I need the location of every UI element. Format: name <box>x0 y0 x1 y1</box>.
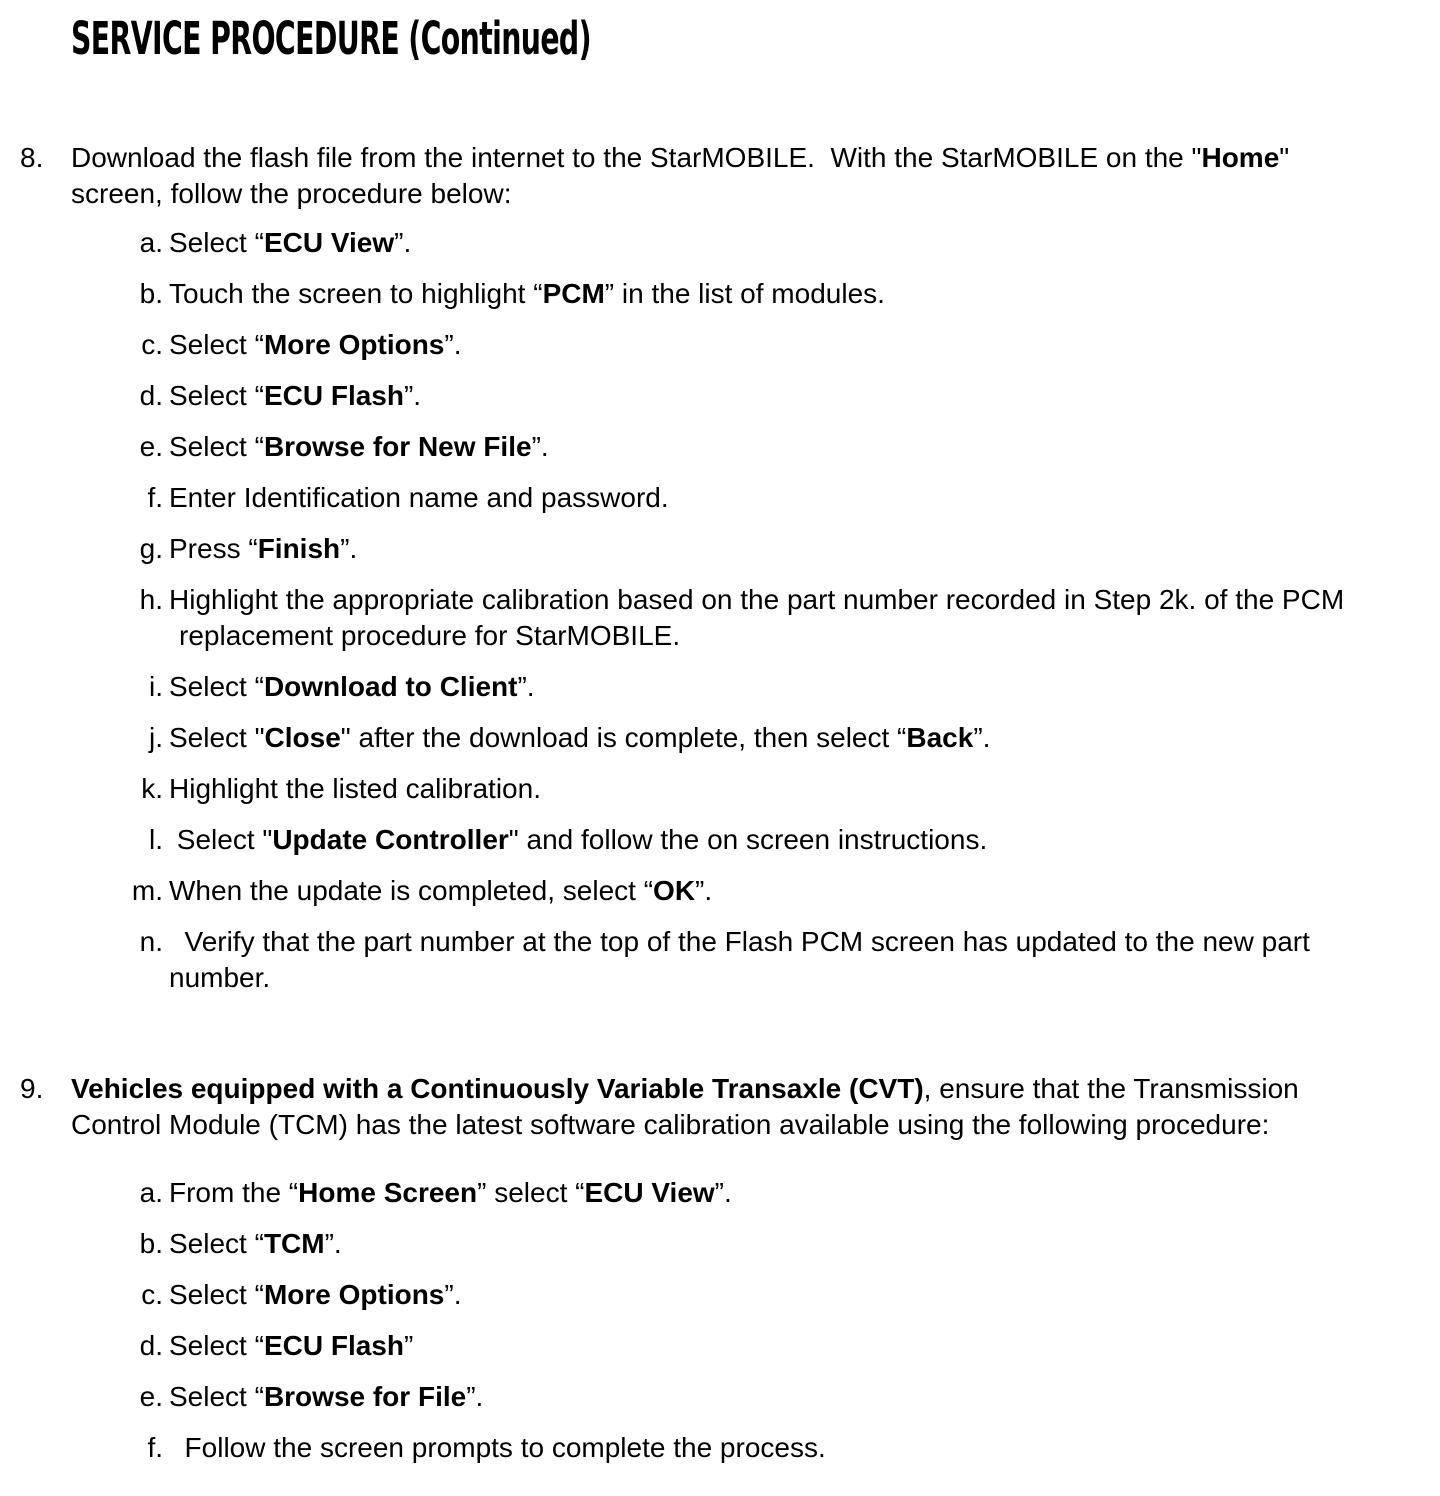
text-segment: " and follow the on screen instructions. <box>508 824 988 855</box>
text-line <box>71 140 1440 176</box>
text-segment: Home <box>1201 142 1280 173</box>
text-line <box>71 1107 1440 1143</box>
text-segment: OK <box>653 875 696 906</box>
substep-8b <box>131 276 1440 312</box>
substep-text <box>169 1328 1440 1364</box>
substep-letter: a. <box>139 227 163 258</box>
text-segment: ”. <box>531 431 549 462</box>
text-segment: ”. <box>973 722 991 753</box>
substep-text <box>169 225 1440 261</box>
substep-text <box>169 378 1440 414</box>
text-segment: More Options <box>263 329 445 360</box>
text-line <box>169 720 1440 756</box>
text-segment: More Options <box>263 1279 445 1310</box>
substep-9e <box>131 1379 1440 1415</box>
text-segment: ”. <box>695 875 713 906</box>
substep-letter: i. <box>149 671 163 702</box>
substep-8e <box>131 429 1440 465</box>
text-segment: ”. <box>403 380 422 411</box>
text-segment: Download to Client <box>263 671 518 702</box>
substep-letter: b. <box>139 1228 163 1259</box>
substep-text <box>169 924 1440 996</box>
text-line <box>169 960 1440 996</box>
text-line <box>169 1328 1440 1364</box>
substep-9f <box>131 1430 1440 1466</box>
substep-text <box>169 1277 1440 1313</box>
text-line <box>71 176 1440 212</box>
page-title-text: SERVICE PROCEDURE (Continued) <box>71 12 591 65</box>
text-segment: Follow the screen prompts to complete the process. <box>169 1432 826 1463</box>
step-9 <box>0 1071 1440 1481</box>
text-segment: ”. <box>444 329 462 360</box>
substep-letter: f. <box>147 1432 163 1463</box>
text-line <box>169 771 1440 807</box>
substep-8a <box>131 225 1440 261</box>
substep-8i <box>131 669 1440 705</box>
text-segment: Select “ <box>169 671 264 702</box>
substep-letter: f. <box>147 482 163 513</box>
substep-letter: n. <box>139 926 163 957</box>
text-segment: PCM <box>542 278 605 309</box>
text-segment: Browse for New File <box>263 431 532 462</box>
substep-text <box>169 1226 1440 1262</box>
text-segment: Highlight the appropriate calibration based on the part number recorded in Step 2k. of the PCM <box>169 584 1345 615</box>
text-line <box>169 225 1440 261</box>
text-segment: Select “ <box>169 1279 264 1310</box>
step-9-number: 9. <box>20 1073 44 1104</box>
step-8-intro <box>71 140 1440 212</box>
text-line <box>169 531 1440 567</box>
text-segment: ECU Flash <box>263 1330 404 1361</box>
text-line <box>169 1226 1440 1262</box>
text-line <box>71 1071 1440 1107</box>
text-segment: When the update is completed, select “ <box>169 875 654 906</box>
text-segment: ”. <box>394 227 412 258</box>
substep-letter: k. <box>141 773 163 804</box>
substep-text <box>169 327 1440 363</box>
text-segment: number. <box>169 962 271 993</box>
text-line <box>169 873 1440 909</box>
text-segment: Select “ <box>169 329 264 360</box>
text-segment: Enter Identification name and password. <box>169 482 669 513</box>
text-segment: Home Screen <box>298 1177 478 1208</box>
page-title <box>71 12 1440 65</box>
text-segment: ECU View <box>584 1177 715 1208</box>
text-segment: screen, follow the procedure below: <box>71 178 512 209</box>
substep-text <box>169 429 1440 465</box>
substep-text <box>169 822 1440 858</box>
text-segment: ECU Flash <box>263 380 404 411</box>
step-9-intro <box>71 1071 1440 1143</box>
substep-8d <box>131 378 1440 414</box>
substep-letter: j. <box>149 722 163 753</box>
text-segment: ”. <box>340 533 358 564</box>
text-segment: Control Module (TCM) has the latest software calibration available using the following procedure: <box>71 1109 1270 1140</box>
text-segment: ”. <box>444 1279 462 1310</box>
text-segment: " after the download is complete, then select “ <box>340 722 907 753</box>
text-line <box>169 924 1440 960</box>
step-8-number: 8. <box>20 142 44 173</box>
text-line <box>169 276 1440 312</box>
text-segment: Highlight the listed calibration. <box>169 773 541 804</box>
text-segment: Select " <box>169 824 273 855</box>
text-line <box>169 1277 1440 1313</box>
substep-8m <box>131 873 1440 909</box>
text-segment: ”. <box>517 671 535 702</box>
text-line <box>169 480 1440 516</box>
substep-8h <box>131 582 1440 654</box>
text-segment: ECU View <box>263 227 395 258</box>
substep-letter: d. <box>139 380 163 411</box>
substep-9a <box>131 1175 1440 1211</box>
substep-text <box>169 720 1440 756</box>
text-segment: ” in the list of modules. <box>604 278 885 309</box>
substep-8g <box>131 531 1440 567</box>
text-segment: Vehicles equipped with a Continuously Variable Transaxle (CVT) <box>71 1073 924 1104</box>
substep-letter: c. <box>141 329 163 360</box>
text-segment: " <box>1279 142 1290 173</box>
step-8-substeps <box>71 225 1440 996</box>
substep-text <box>169 873 1440 909</box>
substep-text <box>169 1175 1440 1211</box>
substep-letter: l. <box>149 824 163 855</box>
substep-letter: b. <box>139 278 163 309</box>
step-8-body <box>71 140 1440 1011</box>
text-line <box>169 327 1440 363</box>
substep-text <box>169 669 1440 705</box>
substep-9c <box>131 1277 1440 1313</box>
text-segment: Select “ <box>169 431 264 462</box>
text-segment: , ensure that the Transmission <box>923 1073 1299 1104</box>
substep-text <box>169 1379 1440 1415</box>
substep-8c <box>131 327 1440 363</box>
step-9-substeps <box>71 1175 1440 1466</box>
text-line <box>169 429 1440 465</box>
text-segment: ”. <box>714 1177 732 1208</box>
text-line <box>169 1379 1440 1415</box>
text-segment: replacement procedure for StarMOBILE. <box>179 620 681 651</box>
substep-letter: a. <box>139 1177 163 1208</box>
substep-letter: e. <box>139 431 163 462</box>
text-segment: ” select “ <box>477 1177 585 1208</box>
text-segment: Update Controller <box>272 824 509 855</box>
text-segment: Browse for File <box>263 1381 467 1412</box>
text-line <box>169 1430 1440 1466</box>
text-segment: Back <box>906 722 974 753</box>
substep-8f <box>131 480 1440 516</box>
text-segment: Select " <box>169 722 265 753</box>
text-line <box>169 822 1440 858</box>
substep-text <box>169 276 1440 312</box>
text-segment: ” <box>403 1330 414 1361</box>
substep-8j <box>131 720 1440 756</box>
substep-letter: h. <box>139 584 163 615</box>
substep-8k <box>131 771 1440 807</box>
text-segment: Select “ <box>169 380 264 411</box>
text-segment: Close <box>264 722 341 753</box>
substep-letter: m. <box>131 875 163 906</box>
text-line <box>169 618 1440 654</box>
text-segment: Touch the screen to highlight “ <box>169 278 543 309</box>
substep-9d <box>131 1328 1440 1364</box>
text-segment: Select “ <box>169 1381 264 1412</box>
text-segment: From the “ <box>169 1177 299 1208</box>
substep-text <box>169 480 1440 516</box>
substep-letter: g. <box>139 533 163 564</box>
text-segment: Download the flash file from the internet to the StarMOBILE. With the StarMOBILE on the " <box>71 142 1202 173</box>
text-segment: ”. <box>324 1228 342 1259</box>
substep-9b <box>131 1226 1440 1262</box>
text-segment: Finish <box>257 533 341 564</box>
substep-letter: d. <box>139 1330 163 1361</box>
text-segment: Select “ <box>169 1330 264 1361</box>
text-line <box>169 582 1440 618</box>
text-segment: Select “ <box>169 227 264 258</box>
text-segment: ”. <box>466 1381 484 1412</box>
text-line <box>169 669 1440 705</box>
substep-text <box>169 531 1440 567</box>
text-segment: Verify that the part number at the top of the Flash PCM screen has updated to the new part <box>169 926 1310 957</box>
substep-text <box>169 1430 1440 1466</box>
text-segment: Select “ <box>169 1228 264 1259</box>
step-8 <box>0 140 1440 1011</box>
text-segment: TCM <box>263 1228 325 1259</box>
substep-letter: e. <box>139 1381 163 1412</box>
text-segment: Press “ <box>169 533 258 564</box>
text-line <box>169 1175 1440 1211</box>
substep-8n <box>131 924 1440 996</box>
text-line <box>169 378 1440 414</box>
substep-text <box>169 582 1440 654</box>
substep-text <box>169 771 1440 807</box>
step-9-body <box>71 1071 1440 1481</box>
substep-letter: c. <box>141 1279 163 1310</box>
substep-8l <box>131 822 1440 858</box>
